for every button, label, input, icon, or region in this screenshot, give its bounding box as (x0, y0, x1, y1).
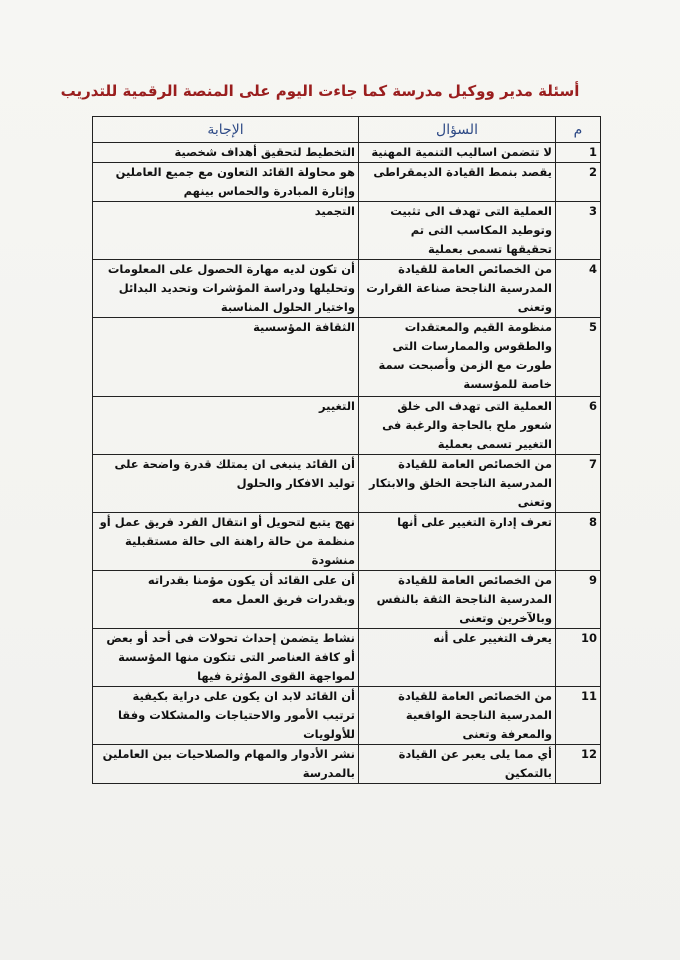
table-row (93, 687, 601, 745)
answer-cell: نهج يتبع لتحويل أو انتقال الفرد فريق عمل أو منظمة من حالة راهنة الى حالة مستقبلية منشودة (93, 513, 359, 571)
table-row (93, 163, 601, 202)
header-question: السؤال (359, 117, 556, 143)
table-row (93, 629, 601, 687)
answer-cell: هو محاولة القائد التعاون مع جميع العاملين وإثارة المبادرة والحماس بينهم (93, 163, 359, 202)
table-row (93, 397, 601, 455)
table-row (93, 143, 601, 163)
answer-cell: أن القائد ينبغى ان يمتلك قدرة واضحة على توليد الافكار والحلول (93, 455, 359, 513)
question-cell: يعرف التغيير على أنه (359, 629, 556, 687)
header-answer: الإجابة (93, 117, 359, 143)
answer-cell: التغيير (93, 397, 359, 455)
row-number: 8 (556, 513, 601, 571)
row-number: 1 (556, 143, 601, 163)
table-row (93, 202, 601, 260)
table-header-row (93, 117, 601, 143)
table-row (93, 260, 601, 318)
answer-cell: نشر الأدوار والمهام والصلاحيات بين العاملين بالمدرسة (93, 745, 359, 784)
row-number: 4 (556, 260, 601, 318)
question-cell: يقصد بنمط القيادة الديمقراطى (359, 163, 556, 202)
question-cell: من الخصائص العامة للقيادة المدرسية الناجحة صناعة القرارت وتعنى (359, 260, 556, 318)
question-cell: العملية التى تهدف الى تثبيت وتوطيد المكاسب التى تم تحقيقها تسمى بعملية (359, 202, 556, 260)
row-number: 11 (556, 687, 601, 745)
answer-cell: أن القائد لابد ان يكون على دراية بكيفية ترتيب الأمور والاحتياجات والمشكلات وفقا للأولويات (93, 687, 359, 745)
row-number: 2 (556, 163, 601, 202)
answer-cell: التجميد (93, 202, 359, 260)
table-row (93, 571, 601, 629)
row-number: 3 (556, 202, 601, 260)
row-number: 5 (556, 318, 601, 397)
question-cell: منظومة القيم والمعتقدات والطقوس والممارسات التى طورت مع الزمن وأصبحت سمة خاصة للمؤسسة (359, 318, 556, 397)
question-cell: من الخصائص العامة للقيادة المدرسية الناجحة الثقة بالنفس وبالآخرين وتعنى (359, 571, 556, 629)
qa-table (92, 116, 601, 784)
answer-cell: التخطيط لتحقيق أهداف شخصية (93, 143, 359, 163)
row-number: 6 (556, 397, 601, 455)
row-number: 10 (556, 629, 601, 687)
row-number: 7 (556, 455, 601, 513)
row-number: 9 (556, 571, 601, 629)
question-cell: أي مما يلى يعبر عن القيادة بالتمكين (359, 745, 556, 784)
question-cell: لا تتضمن اساليب التنمية المهنية (359, 143, 556, 163)
answer-cell: أن على القائد أن يكون مؤمنا بقدراته وبقدرات فريق العمل معه (93, 571, 359, 629)
answer-cell: نشاط يتضمن إحداث تحولات فى أحد أو بعض أو كافة العناصر التى تتكون منها المؤسسة لمواجهة القوى المؤثرة فيها (93, 629, 359, 687)
question-cell: تعرف إدارة التغيير على أنها (359, 513, 556, 571)
table-row (93, 745, 601, 784)
question-cell: العملية التى تهدف الى خلق شعور ملح بالحاجة والرغبة فى التغيير تسمى بعملية (359, 397, 556, 455)
table-row (93, 455, 601, 513)
table-row (93, 513, 601, 571)
question-cell: من الخصائص العامة للقيادة المدرسية الناجحة الخلق والابتكار وتعنى (359, 455, 556, 513)
header-number: م (556, 117, 601, 143)
row-number: 12 (556, 745, 601, 784)
table-row (93, 318, 601, 397)
question-cell: من الخصائص العامة للقيادة المدرسية الناجحة الواقعية والمعرفة وتعنى (359, 687, 556, 745)
page-title: أسئلة مدير ووكيل مدرسة كما جاءت اليوم على المنصة الرقمية للتدريب (60, 82, 580, 100)
answer-cell: الثقافة المؤسسية (93, 318, 359, 397)
answer-cell: أن تكون لديه مهارة الحصول على المعلومات وتحليلها ودراسة المؤشرات وتحديد البدائل واختيار الحلول المناسبة (93, 260, 359, 318)
